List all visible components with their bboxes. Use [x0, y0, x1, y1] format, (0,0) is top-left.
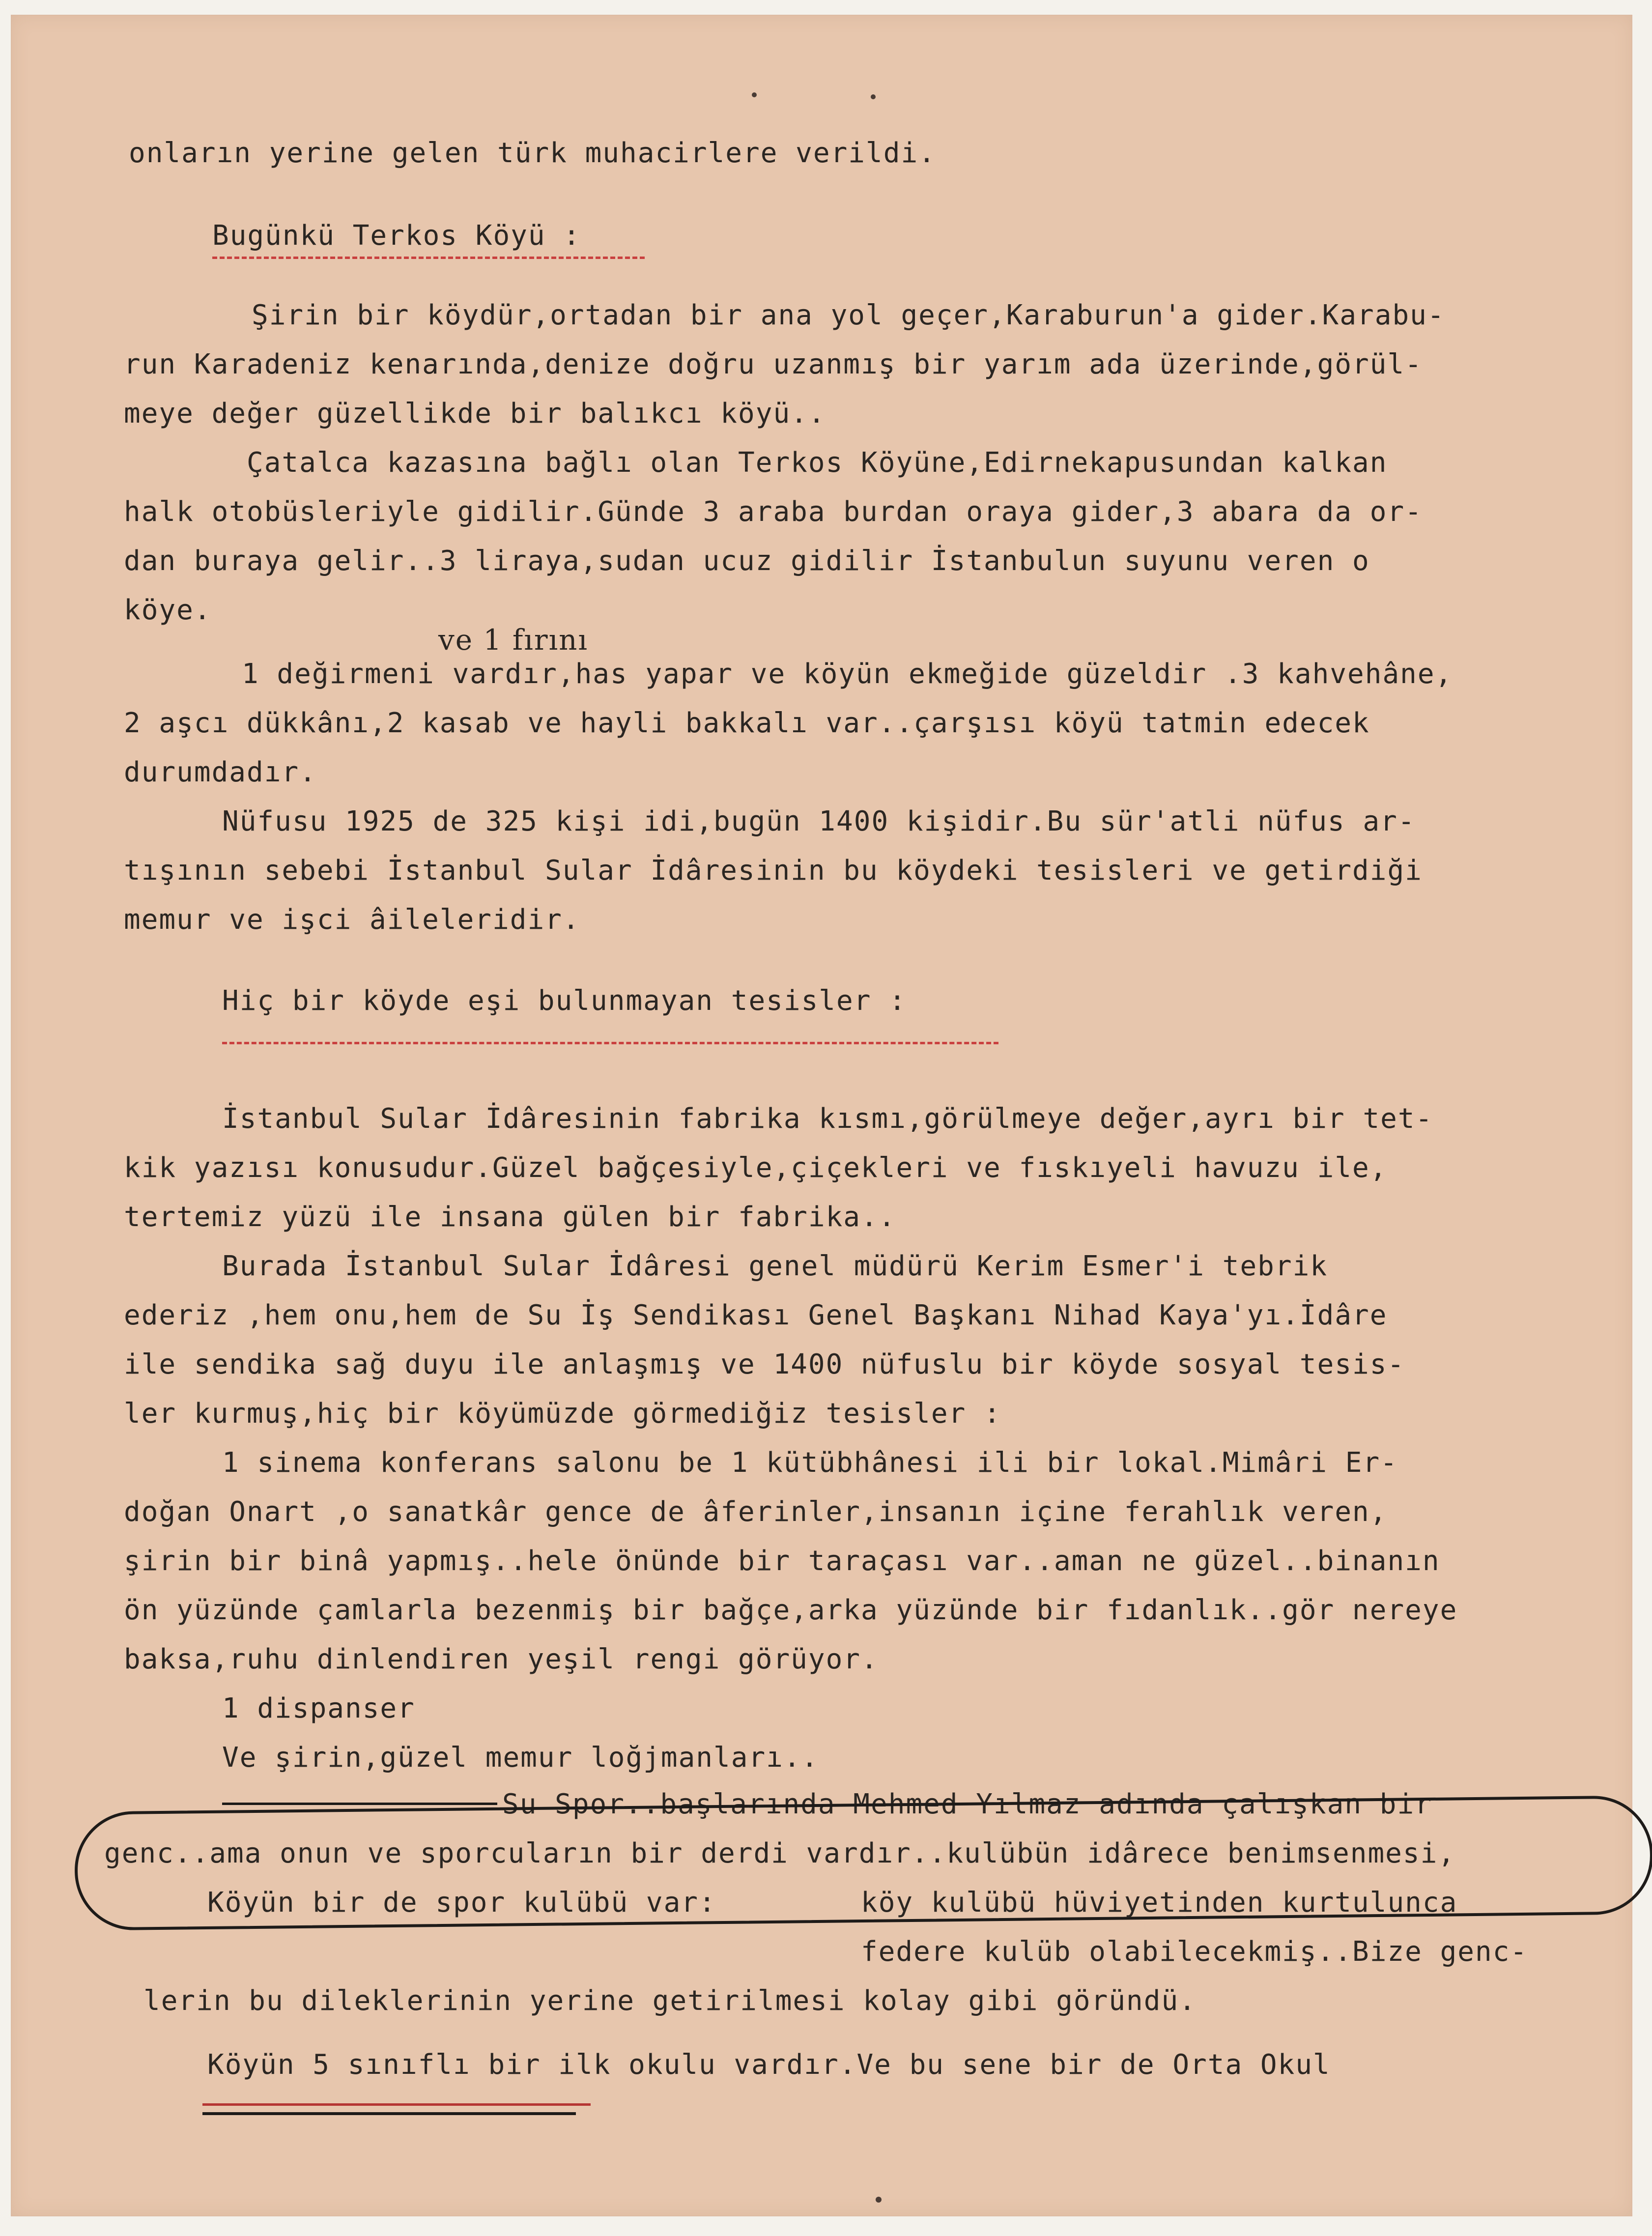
strikethrough: [222, 1803, 497, 1805]
text-line: köye.: [124, 594, 212, 626]
text-line: 2 aşcı dükkânı,2 kasab ve hayli bakkalı var..çarşısı köyü tatmin edecek: [124, 707, 1370, 739]
text-line: 1 sinema konferans salonu be 1 kütübhânesi ili bir lokal.Mimâri Er-: [222, 1447, 1398, 1479]
text-line: kik yazısı konusudur.Güzel bağçesiyle,çiçekleri ve fıskıyeli havuzu ile,: [124, 1152, 1388, 1184]
text-line: run Karadeniz kenarında,denize doğru uzanmış bir yarım ada üzerinde,görül-: [124, 348, 1423, 380]
section-heading: Bugünkü Terkos Köyü :: [212, 220, 581, 252]
text-line: genc..ama onun ve sporcuların bir derdi vardır..kulübün idârece benimsenmesi,: [104, 1837, 1456, 1869]
ink-speck: [871, 94, 876, 99]
text-line: ile sendika sağ duyu ile anlaşmış ve 1400 nüfuslu bir köyde sosyal tesis-: [124, 1348, 1405, 1380]
text-line: durumdadır.: [124, 756, 317, 788]
text-line: Köyün bir de spor kulübü var:: [207, 1887, 716, 1919]
text-line: tertemiz yüzü ile insana gülen bir fabrika..: [124, 1201, 896, 1233]
heading-underline: [222, 1042, 998, 1044]
text-line: köy kulübü hüviyetinden kurtulunca: [861, 1887, 1458, 1919]
text-line: ler kurmuş,hiç bir köyümüzde görmediğiz tesisler :: [124, 1398, 1001, 1430]
section-heading: Hiç bir köyde eşi bulunmayan tesisler :: [222, 985, 907, 1017]
text-line: 1 değirmeni vardır,has yapar ve köyün ekmeğide güzeldir .3 kahvehâne,: [242, 658, 1453, 690]
strikethrough: [202, 2112, 576, 2115]
text-line: ederiz ,hem onu,hem de Su İş Sendikası Genel Başkanı Nihad Kaya'yı.İdâre: [124, 1299, 1388, 1331]
text-line: İstanbul Sular İdâresinin fabrika kısmı,görülmeye değer,ayrı bir tet-: [222, 1103, 1433, 1135]
text-line: şirin bir binâ yapmış..hele önünde bir taraçası var..aman ne güzel..binanın: [124, 1545, 1440, 1577]
text-line: doğan Onart ,o sanatkâr gence de âferinler,insanın içine ferahlık veren,: [124, 1496, 1388, 1528]
text-line: lerin bu dileklerinin yerine getirilmesi kolay gibi göründü.: [143, 1985, 1196, 2017]
text-line: federe kulüb olabilecekmiş..Bize genc-: [861, 1936, 1528, 1968]
text-line: 1 dispanser: [222, 1692, 415, 1724]
text-line: memur ve işci âileleridir.: [124, 904, 580, 936]
strikethrough: [202, 2103, 591, 2106]
text-line: baksa,ruhu dinlendiren yeşil rengi görüyor.: [124, 1643, 879, 1675]
text-line: halk otobüsleriyle gidilir.Günde 3 araba burdan oraya gider,3 abara da or-: [124, 496, 1423, 528]
text-line: Şirin bir köydür,ortadan bir ana yol geçer,Karaburun'a gider.Karabu-: [252, 299, 1445, 331]
text-line: Çatalca kazasına bağlı olan Terkos Köyüne,Edirnekapusundan kalkan: [247, 447, 1388, 479]
text-line: Ve şirin,güzel memur loğjmanları..: [222, 1742, 819, 1774]
ink-speck: [752, 92, 757, 97]
text-line: Köyün 5 sınıflı bir ilk okulu vardır.Ve bu sene bir de Orta Okul: [207, 2049, 1331, 2081]
text-line: meye değer güzellikde bir balıkcı köyü..: [124, 398, 826, 430]
text-line: dan buraya gelir..3 liraya,sudan ucuz gidilir İstanbulun suyunu veren o: [124, 545, 1370, 577]
text-line: Burada İstanbul Sular İdâresi genel müdürü Kerim Esmer'i tebrik: [222, 1250, 1328, 1282]
text-line: tışının sebebi İstanbul Sular İdâresinin bu köydeki tesisleri ve getirdiği: [124, 855, 1423, 887]
text-line: Nüfusu 1925 de 325 kişi idi,bugün 1400 kişidir.Bu sür'atli nüfus ar-: [222, 805, 1416, 837]
text-line: ön yüzünde çamlarla bezenmiş bir bağçe,arka yüzünde bir fıdanlık..gör nereye: [124, 1594, 1458, 1626]
heading-underline: [212, 257, 645, 259]
text-line: onların yerine gelen türk muhacirlere verildi.: [129, 137, 936, 169]
ink-speck: [876, 2197, 882, 2203]
handwritten-insertion: ve 1 fırını: [438, 623, 589, 657]
text-line: Su Spor..başlarında Mehmed Yılmaz adında çalışkan bir: [502, 1788, 1432, 1820]
typewritten-page: [11, 15, 1632, 2216]
